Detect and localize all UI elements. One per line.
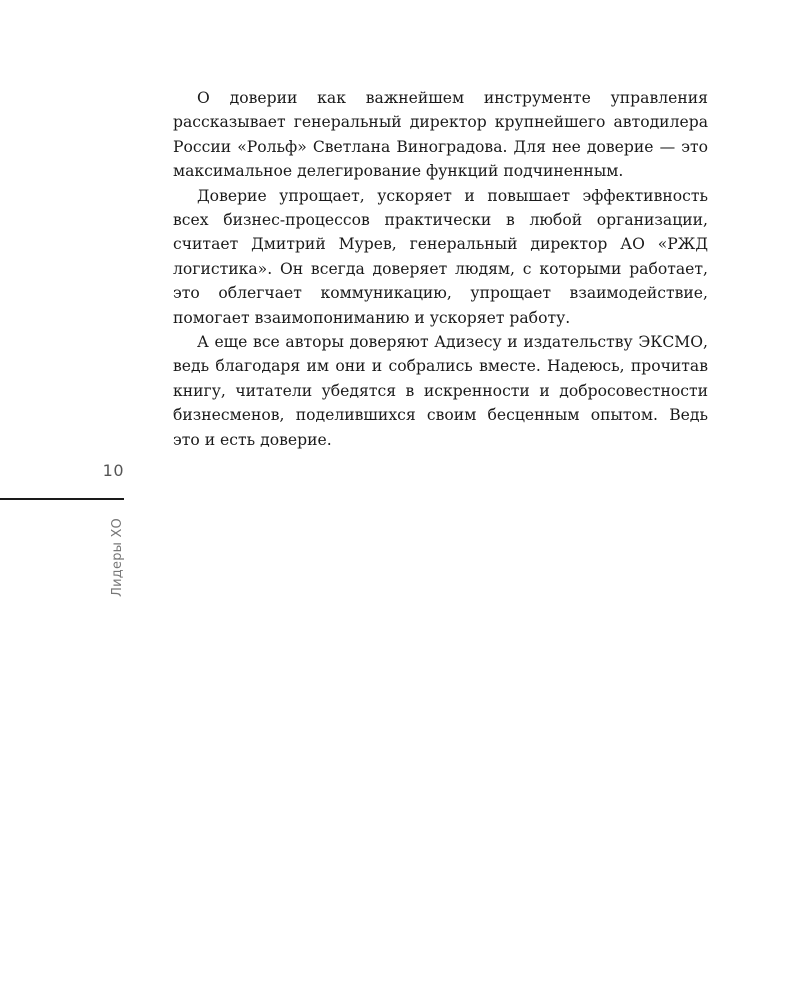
paragraph: А еще все авторы доверяют Адизесу и издательству ЭКСМО, ведь благодаря им они и собрались вместе. Надеюсь, прочитав книгу, читатели убедятся в искренности и добросовестности бизнесменов, поделившихся своим бесценным опытом. Ведь это и есть доверие.: [173, 333, 708, 449]
running-title: Лидеры ХО: [110, 518, 125, 597]
margin-rule: [0, 498, 124, 500]
paragraph: Доверие упрощает, ускоряет и повышает эффективность всех бизнес-процессов практически в любой организации, считает Дмитрий Мурев, генеральный директор АО «РЖД логистика». Он всегда доверяет людям, с которыми работает, это облегчает коммуникацию, упрощает взаимодействие, помогает взаимопониманию и ускоряет работу.: [173, 186, 708, 327]
body-text: [173, 86, 708, 452]
page-number: 10: [102, 461, 124, 480]
paragraph: О доверии как важнейшем инструменте управления рассказывает генеральный директор крупнейшего автодилера России «Рольф» Светлана Виноградова. Для нее доверие — это максимальное делегирование функций подчиненным.: [173, 89, 708, 181]
